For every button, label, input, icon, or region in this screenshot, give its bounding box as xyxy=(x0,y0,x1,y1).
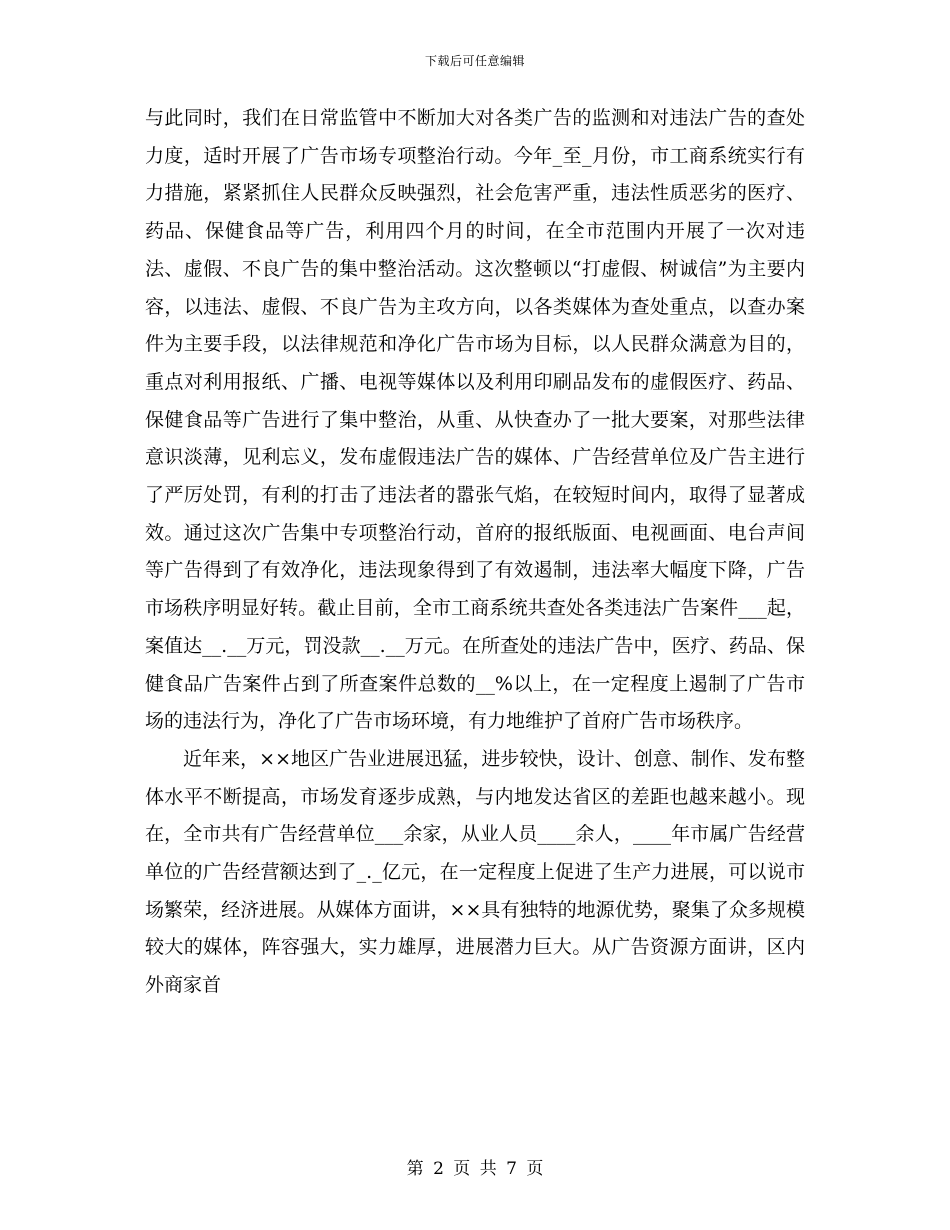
paragraph-2: 近年来，××地区广告业进展迅猛，进步较快，设计、创意、制作、发布整体水平不断提高，市场发育逐步成熟，与内地发达省区的差距也越来越小。现在，全市共有广告经营单位___余家，从业人员____余人，____年市属广告经营单位的广告经营额达到了_._亿元，在一定程度上促进了生产力进展，可以说市场繁荣，经济进展。从媒体方面讲，××具有独特的地源优势，聚集了众多规模较大的媒体，阵容强大，实力雄厚，进展潜力巨大。从广告资源方面讲，区内外商家首 xyxy=(145,747,805,997)
page-number-footer: 第 2 页 共 7 页 xyxy=(406,1159,544,1179)
page-header: 下载后可任意编辑 xyxy=(424,54,525,68)
paragraph-1: 与此同时，我们在日常监管中不断加大对各类广告的监测和对违法广告的查处力度，适时开展了广告市场专项整治行动。今年_至_月份，市工商系统实行有力措施，紧紧抓住人民群众反映强烈，社会危害严重，违法性质恶劣的医疗、药品、保健食品等广告，利用四个月的时间，在全市范围内开展了一次对违法、虚假、不良广告的集中整治活动。这次整顿以“打虚假、树诚信”为主要内容，以违法、虚假、不良广告为主攻方向，以各类媒体为查处重点，以查办案件为主要手段，以法律规范和净化广告市场为目标，以人民群众满意为目的，重点对利用报纸、广播、电视等媒体以及利用印刷品发布的虚假医疗、药品、保健食品等广告进行了集中整治，从重、从快查办了一批大要案，对那些法律意识淡薄，见利忘义，发布虚假违法广告的媒体、广告经营单位及广告主进行了严厉处罚，有利的打击了违法者的嚣张气焰，在较短时间内，取得了显著成效。通过这次广告集中专项整治行动，首府的报纸版面、电视画面、电台声间等广告得到了有效净化，违法现象得到了有效遏制，违法率大幅度下降，广告市场秩序明显好转。截止目前，全市工商系统共查处各类违法广告案件___起，案值达__.__万元，罚没款__.__万元。在所查处的违法广告中，医疗、药品、保健食品广告案件占到了所查案件总数的__%以上，在一定程度上遏制了广告市场的违法行为，净化了广告市场环境，有力地维护了首府广告市场秩序。 xyxy=(145,107,805,733)
document-body xyxy=(145,100,805,1005)
